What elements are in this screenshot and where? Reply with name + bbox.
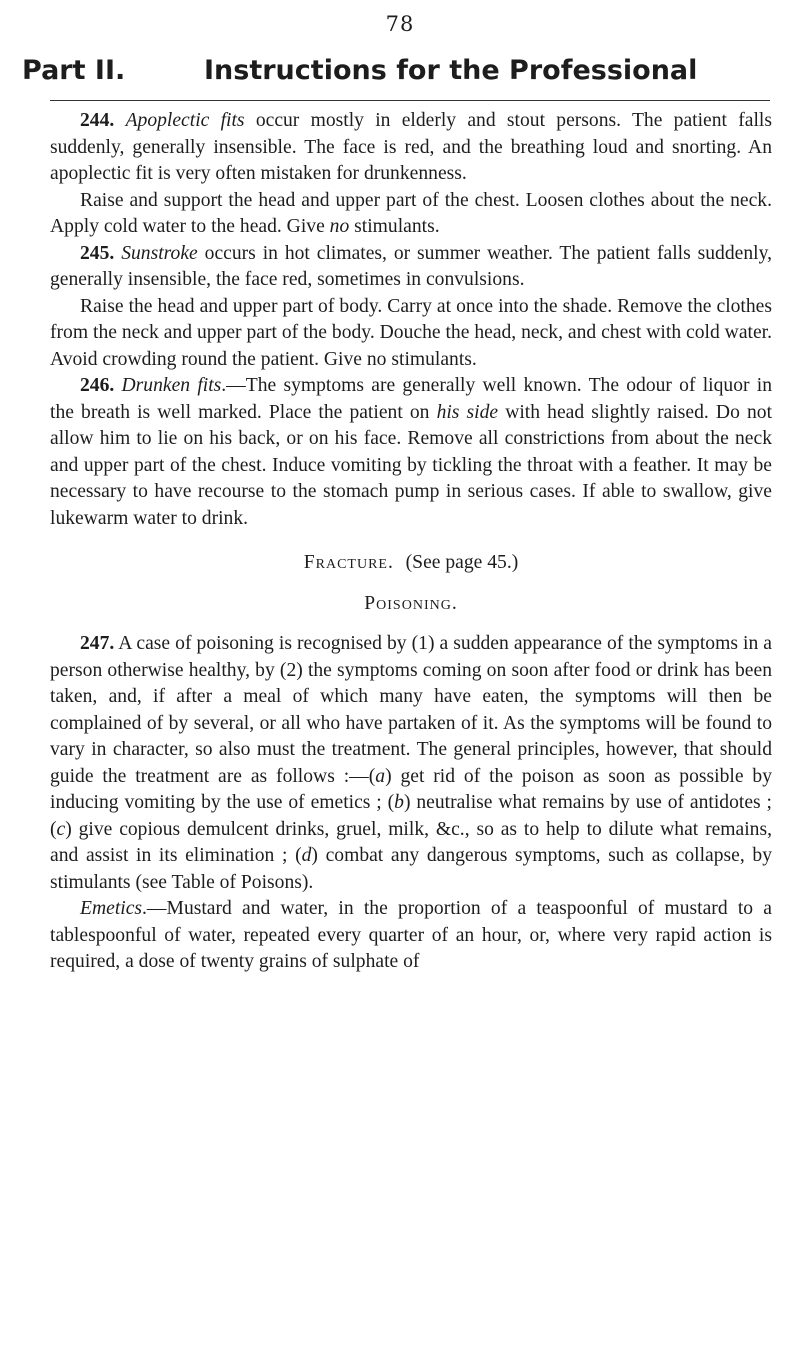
paragraph-text: occurs in hot climates, or summer weather. The patient falls suddenly, generally insensible, the face red, sometimes in convulsions.	[50, 242, 772, 290]
treatment-end: stimulants.	[349, 216, 440, 237]
paragraph-number: 247.	[80, 633, 115, 654]
paragraph-245	[50, 241, 772, 294]
paragraph-247	[50, 631, 772, 896]
paragraph-text: A case of poisoning is recognised by (1) a sudden appearance of the symptoms in a person otherwise healthy, by (2) the symptoms coming on soon after food or drink has been taken, and, if after a meal of which many have eaten, the symptoms will then be complained of by several, or all who have partaken of it. As the symptoms will be found to vary in character, so also must the treatment. The general principles, however, that should guide the treatment are as follows :—(	[50, 633, 772, 787]
paragraph-title: Apoplectic fits	[125, 110, 245, 131]
list-marker: b	[394, 792, 404, 813]
paragraph-text: occur mostly in elderly and stout persons. The patient falls suddenly, generally insensible. The face is red, and the breathing loud and snorting. An apoplectic fit is very often mistaken for drunkenness.	[50, 110, 772, 184]
list-marker: a	[375, 765, 386, 787]
paragraph-245-treatment: Raise the head and upper part of body. Carry at once into the shade. Remove the clothes from the neck and upper part of the body. Douche the head, neck, and chest with cold water. Avoid crowding round the patient. Give no stimulants.	[50, 295, 772, 370]
paragraph-text: .—The symptoms are generally well known. The odour of liquor in the breath is well marked. Place the patient on	[50, 375, 772, 423]
fracture-page-ref: (See page 45.)	[405, 552, 519, 573]
emphasis: no	[329, 216, 350, 237]
paragraph-number: 246.	[80, 375, 115, 396]
paragraph-244	[50, 108, 772, 188]
paragraph-246	[50, 373, 772, 532]
paragraph-text: ) get rid of the poison as soon as possible by inducing vomiting by the use of emetics ; (	[50, 765, 772, 813]
fracture-heading	[50, 550, 772, 577]
paragraph-text-continued: with head slightly raised. Do not allow him to lie on his back, or on his face. Remove all constrictions from about the neck and upper part of the chest. Induce vomiting by tickling the throat with a feather. It may be necessary to have recourse to the stomach pump in serious cases. If able to swallow, give lukewarm water to drink.	[50, 401, 773, 529]
page-body	[50, 108, 772, 976]
paragraph-244-treatment	[50, 188, 772, 241]
paragraph-number: 245.	[80, 242, 115, 264]
poisoning-heading: Poisoning.	[364, 592, 458, 614]
part-label: Part II.	[22, 55, 126, 86]
paragraph-text: .—Mustard and water, in the proportion of a teaspoonful of mustard to a tablespoonful of water, repeated every quarter of an hour, or, where very rapid action is required, a dose of twenty grains of sulphate of	[50, 898, 772, 972]
paragraph-emetics	[50, 896, 772, 976]
paragraph-title: Drunken fits	[121, 375, 222, 396]
list-marker: c	[56, 818, 66, 840]
page-title: Instructions for the Professional	[204, 55, 698, 86]
header-rule	[50, 100, 770, 101]
page-number: 78	[385, 12, 415, 36]
paragraph-title: Sunstroke	[121, 242, 198, 264]
paragraph-title: Emetics	[80, 898, 143, 919]
paragraph-text: ) neutralise what remains by use of antidotes ; (	[50, 792, 772, 840]
emphasis: his side	[436, 401, 499, 423]
paragraph-text: ) give copious demulcent drinks, gruel, milk, &c., so as to help to dilute what remains, and assist in its elimination ; (	[50, 818, 772, 866]
list-marker: d	[301, 845, 312, 866]
fracture-label: Fracture.	[303, 552, 394, 573]
paragraph-text: ) combat any dangerous symptoms, such as collapse, by stimulants (see Table of Poisons).	[50, 845, 772, 893]
treatment-text: Raise and support the head and upper part of the chest. Loosen clothes about the neck. Apply cold water to the head. Give	[50, 189, 772, 237]
paragraph-number: 244.	[80, 110, 115, 131]
